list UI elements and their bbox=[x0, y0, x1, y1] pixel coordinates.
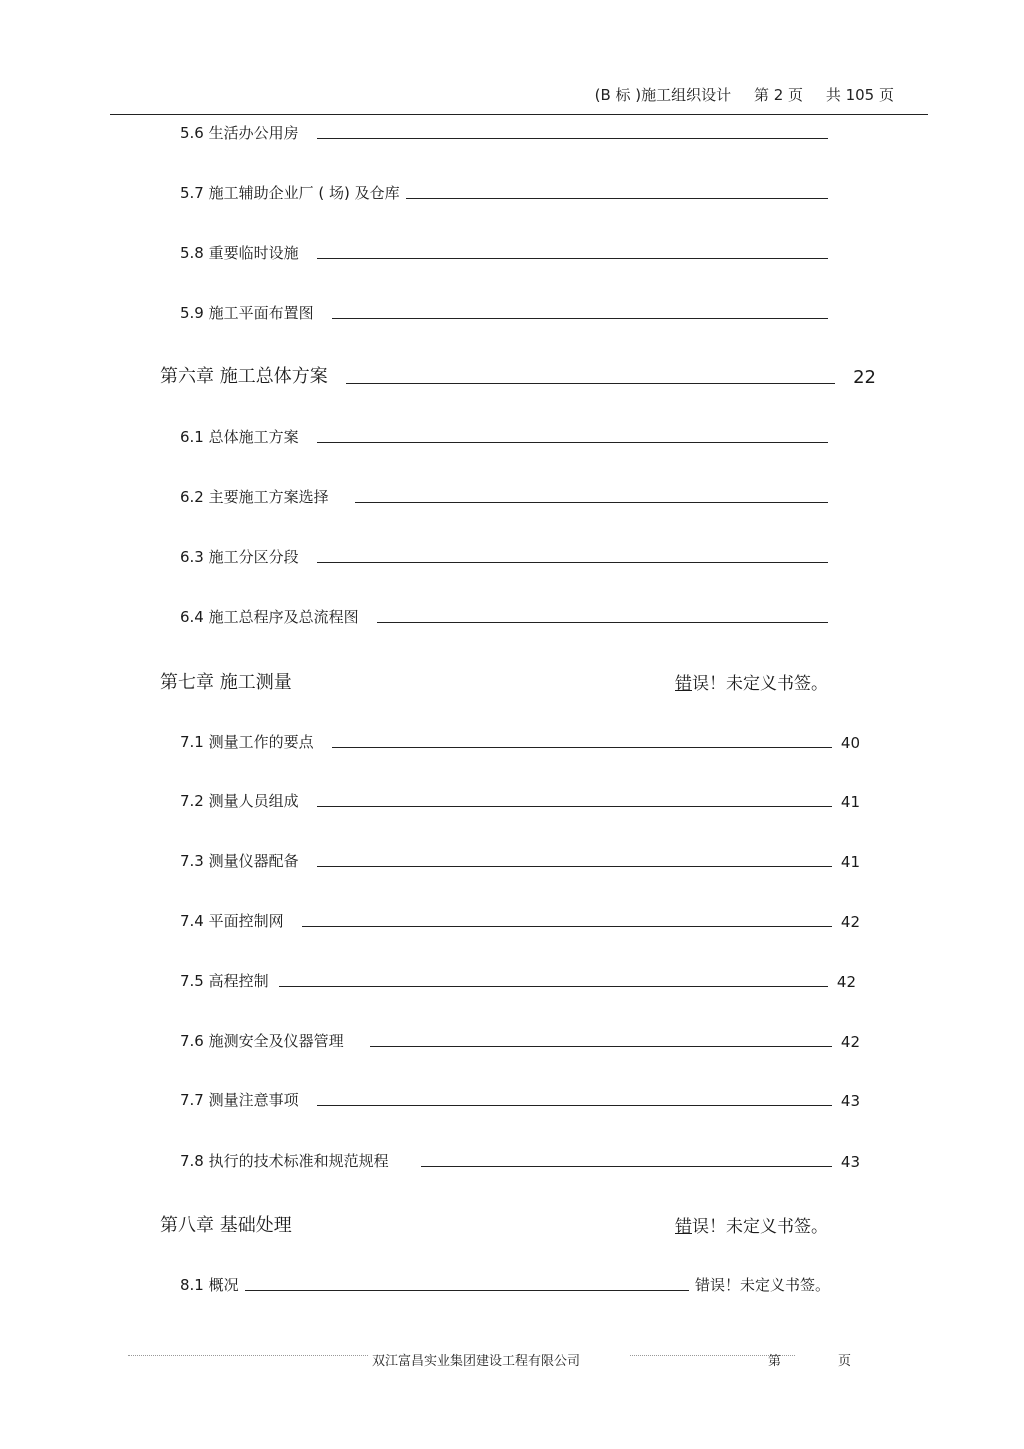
toc-leader-line bbox=[332, 746, 832, 748]
toc-leader-line bbox=[317, 805, 832, 807]
footer-page-prefix: 第 bbox=[768, 1354, 782, 1369]
toc-entry-7-7[interactable] bbox=[180, 1089, 860, 1110]
toc-chapter-7[interactable] bbox=[160, 668, 292, 694]
toc-leader-line bbox=[317, 257, 828, 259]
toc-leader-line bbox=[317, 561, 828, 563]
toc-page-number: 42 bbox=[840, 1033, 860, 1051]
toc-page-number: 错误！未定义书签。 bbox=[694, 1276, 830, 1294]
page-header bbox=[595, 84, 894, 105]
toc-leader-line bbox=[346, 382, 835, 384]
toc-entry-7-5[interactable] bbox=[180, 970, 856, 991]
toc-page-number: 40 bbox=[840, 734, 860, 752]
toc-leader-line bbox=[317, 441, 828, 443]
toc-entry-5-8[interactable] bbox=[180, 242, 856, 263]
toc-chapter-8[interactable] bbox=[160, 1211, 292, 1237]
toc-entry-label: 7.4 平面控制网 bbox=[180, 912, 284, 930]
header-divider bbox=[110, 114, 928, 115]
toc-entry-7-6[interactable] bbox=[180, 1030, 860, 1051]
toc-chapter-label: 第六章 施工总体方案 bbox=[160, 366, 328, 387]
toc-page-number: 22 bbox=[853, 367, 876, 388]
toc-chapter-label: 第八章 基础处理 bbox=[160, 1215, 292, 1236]
toc-entry-label: 7.7 测量注意事项 bbox=[180, 1091, 299, 1109]
error-text: 误！未定义书签。 bbox=[692, 674, 828, 694]
footer-company: 双江富昌实业集团建设工程有限公司 bbox=[372, 1354, 581, 1369]
toc-entry-6-4[interactable] bbox=[180, 606, 856, 627]
toc-entry-7-3[interactable] bbox=[180, 850, 860, 871]
toc-entry-label: 6.2 主要施工方案选择 bbox=[180, 488, 329, 506]
total-pages: 共 105 页 bbox=[825, 86, 894, 104]
toc-entry-label: 5.7 施工辅助企业厂 ( 场) 及仓库 bbox=[180, 184, 400, 202]
toc-entry-label: 7.8 执行的技术标准和规范规程 bbox=[180, 1152, 389, 1170]
toc-entry-label: 7.1 测量工作的要点 bbox=[180, 733, 314, 751]
toc-entry-7-1[interactable] bbox=[180, 731, 860, 752]
toc-entry-7-8[interactable] bbox=[180, 1150, 860, 1171]
document-title: (B 标 )施工组织设计 bbox=[594, 86, 732, 104]
toc-entry-label: 6.4 施工总程序及总流程图 bbox=[180, 608, 359, 626]
toc-leader-line bbox=[355, 501, 828, 503]
toc-leader-line bbox=[317, 1104, 832, 1106]
toc-entry-8-1[interactable] bbox=[180, 1274, 830, 1295]
toc-entry-6-2[interactable] bbox=[180, 486, 856, 507]
toc-page-number: 41 bbox=[840, 853, 860, 871]
toc-entry-5-7[interactable] bbox=[180, 182, 856, 203]
toc-leader-line bbox=[406, 197, 828, 199]
toc-leader-line bbox=[332, 317, 828, 319]
toc-leader-line bbox=[302, 925, 832, 927]
toc-leader-line bbox=[370, 1045, 832, 1047]
toc-chapter-label: 第七章 施工测量 bbox=[160, 672, 292, 693]
error-text: 误！未定义书签。 bbox=[692, 1217, 828, 1237]
error-underlined-char: 错 bbox=[675, 1217, 692, 1237]
toc-leader-line bbox=[317, 865, 832, 867]
toc-leader-line bbox=[245, 1289, 689, 1291]
current-page: 第 2 页 bbox=[753, 86, 804, 104]
toc-entry-5-9[interactable] bbox=[180, 302, 856, 323]
toc-page-number: 43 bbox=[840, 1092, 860, 1110]
toc-chapter-7-error bbox=[675, 669, 828, 694]
footer-page-suffix: 页 bbox=[838, 1354, 852, 1369]
toc-entry-7-2[interactable] bbox=[180, 790, 860, 811]
toc-entry-label: 7.6 施测安全及仪器管理 bbox=[180, 1032, 344, 1050]
toc-entry-7-4[interactable] bbox=[180, 910, 860, 931]
toc-leader-line bbox=[279, 985, 828, 987]
toc-entry-6-3[interactable] bbox=[180, 546, 856, 567]
toc-entry-label: 7.2 测量人员组成 bbox=[180, 792, 299, 810]
toc-entry-label: 6.1 总体施工方案 bbox=[180, 428, 299, 446]
toc-leader-line bbox=[317, 137, 828, 139]
toc-entry-label: 8.1 概况 bbox=[180, 1276, 239, 1294]
error-underlined-char: 错 bbox=[675, 674, 692, 694]
toc-entry-6-1[interactable] bbox=[180, 426, 856, 447]
toc-page-number: 42 bbox=[836, 973, 856, 991]
toc-page-number: 41 bbox=[840, 793, 860, 811]
toc-leader-line bbox=[421, 1165, 832, 1167]
toc-entry-label: 5.9 施工平面布置图 bbox=[180, 304, 314, 322]
toc-chapter-6[interactable] bbox=[160, 362, 876, 388]
toc-entry-label: 5.6 生活办公用房 bbox=[180, 124, 299, 142]
toc-page-number: 43 bbox=[840, 1153, 860, 1171]
toc-page-number: 42 bbox=[840, 913, 860, 931]
toc-leader-line bbox=[377, 621, 828, 623]
toc-entry-label: 7.5 高程控制 bbox=[180, 972, 269, 990]
toc-entry-5-6[interactable] bbox=[180, 122, 856, 143]
toc-entry-label: 6.3 施工分区分段 bbox=[180, 548, 299, 566]
toc-entry-label: 5.8 重要临时设施 bbox=[180, 244, 299, 262]
footer-dotted-rule-left bbox=[128, 1355, 368, 1356]
toc-entry-label: 7.3 测量仪器配备 bbox=[180, 852, 299, 870]
toc-chapter-8-error bbox=[675, 1212, 828, 1237]
